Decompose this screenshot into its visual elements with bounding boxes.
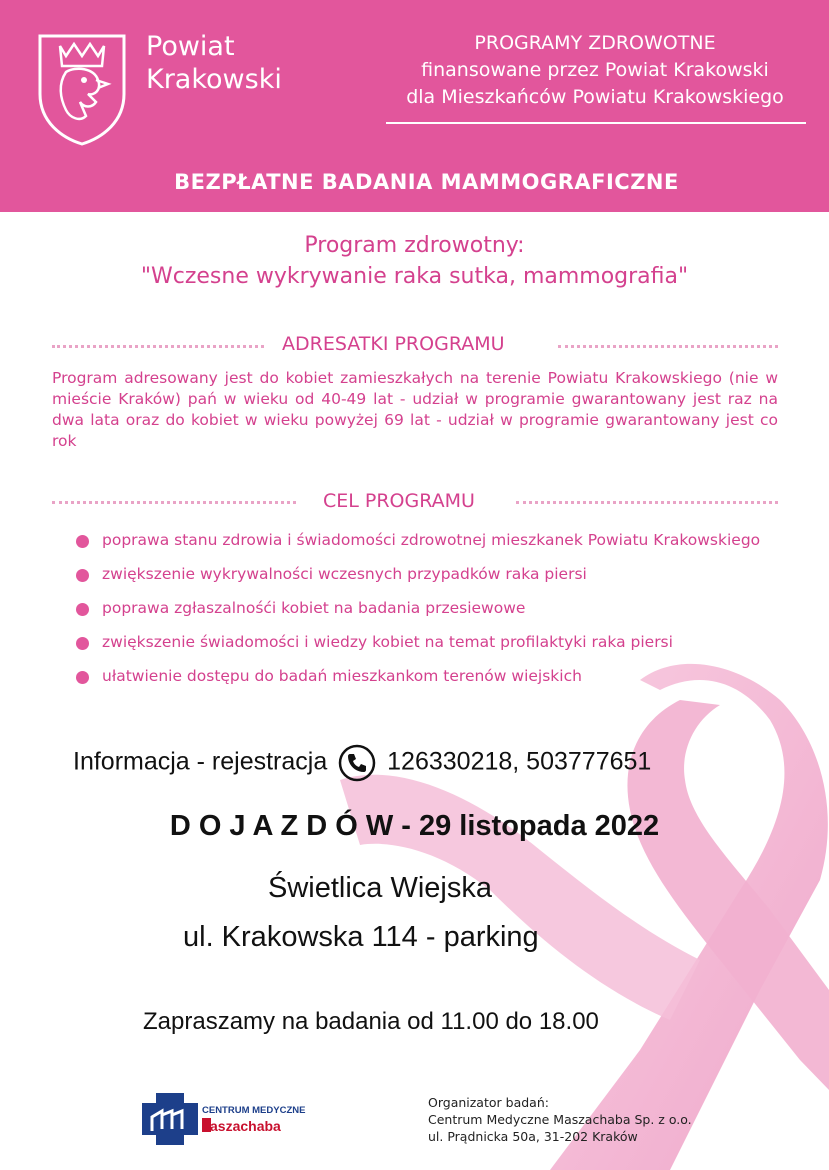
event-place: Świetlica Wiejska <box>268 872 492 904</box>
event-invite: Zapraszamy na badania od 11.00 do 18.00 <box>143 1008 599 1035</box>
event-address: ul. Krakowska 114 - parking <box>183 921 539 953</box>
program-title-line-2: "Wczesne wykrywanie raka sutka, mammografia" <box>140 264 689 289</box>
list-item <box>76 632 776 653</box>
organizer-address: ul. Prądnicka 50a, 31-202 Kraków <box>428 1129 638 1144</box>
header-banner <box>0 0 829 212</box>
recipients-text: Program adresowany jest do kobiet zamieszkałych na terenie Powiatu Krakowskiego (nie w mieście Kraków) pań w wieku od 40-49 lat - udział w programie gwarantowany jest raz na dwa lata oraz do kobiet w wieku powyżej 69 lat - udział w programie gwarantowany jest co rok <box>52 369 778 450</box>
powiat-logo-text <box>146 30 282 96</box>
bullet-dot-icon <box>76 671 89 684</box>
goal-text: poprawa stanu zdrowia i świadomości zdrowotnej mieszkanek Powiatu Krakowskiego <box>102 531 761 549</box>
bullet-dot-icon <box>76 569 89 582</box>
bullet-dot-icon <box>76 603 89 616</box>
organizer-logo-line-1: CENTRUM MEDYCZNE <box>202 1105 306 1116</box>
info-registration <box>73 744 651 782</box>
programs-line-3: dla Mieszkańców Powiatu Krakowskiego <box>406 86 784 108</box>
programs-line-2: finansowane przez Powiat Krakowski <box>421 59 769 81</box>
bullet-dot-icon <box>76 637 89 650</box>
goals-list <box>76 530 776 700</box>
powiat-crest-icon <box>36 32 128 146</box>
organizer-info <box>428 1094 692 1145</box>
program-title <box>0 230 829 292</box>
goals-divider-left <box>52 501 296 504</box>
goal-text: ułatwienie dostępu do badań mieszkankom terenów wiejskich <box>102 667 582 685</box>
logo-line-1: Powiat <box>146 31 235 62</box>
organizer-name: Centrum Medyczne Maszachaba Sp. z o.o. <box>428 1112 692 1127</box>
event-date: D O J A Z D Ó W - 29 listopada 2022 <box>169 810 660 842</box>
recipients-divider-left <box>52 345 264 348</box>
goals-heading: CEL PROGRAMU <box>323 490 475 512</box>
program-title-line-1: Program zdrowotny: <box>304 233 525 258</box>
programs-title: PROGRAMY ZDROWOTNE <box>474 32 716 54</box>
goal-text: zwiększenie świadomości i wiedzy kobiet na temat profilaktyki raka piersi <box>102 633 673 651</box>
info-phones: 126330218, 503777651 <box>387 747 652 776</box>
bullet-dot-icon <box>76 535 89 548</box>
organizer-logo-line-2: aszachaba <box>210 1118 281 1134</box>
phone-icon <box>338 744 376 782</box>
list-item <box>76 530 776 551</box>
list-item <box>76 598 776 619</box>
goal-text: poprawa zgłaszalnośći kobiet na badania przesiewowe <box>102 599 526 617</box>
list-item <box>76 564 776 585</box>
recipients-heading: ADRESATKI PROGRAMU <box>282 333 505 355</box>
goals-divider-right <box>516 501 778 504</box>
programs-heading <box>360 30 829 111</box>
header-divider <box>386 122 806 124</box>
banner-title: BEZPŁATNE BADANIA MAMMOGRAFICZNE <box>174 170 679 194</box>
list-item <box>76 666 776 687</box>
recipients-divider-right <box>558 345 778 348</box>
organizer-label: Organizator badań: <box>428 1095 549 1110</box>
info-label: Informacja - rejestracja <box>73 747 328 776</box>
goal-text: zwiększenie wykrywalności wczesnych przypadków raka piersi <box>102 565 587 583</box>
logo-line-2: Krakowski <box>146 64 282 95</box>
